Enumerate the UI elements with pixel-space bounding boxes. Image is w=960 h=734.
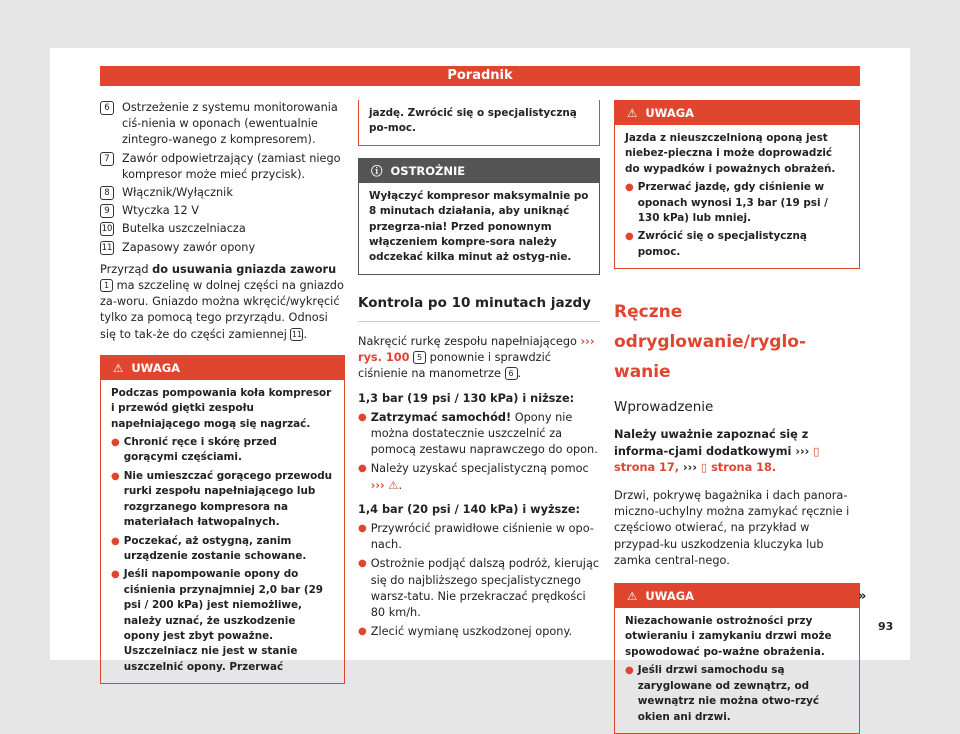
- caution-header: ⓘ OSTROŻNIE: [359, 159, 599, 183]
- page-header: Poradnik: [100, 66, 860, 86]
- warning-box-2: [614, 100, 860, 269]
- bullet: [625, 180, 849, 226]
- caution-box: [358, 158, 600, 275]
- legend-text: Ostrzeżenie z systemu monitorowania ciś-nienia w oponach (ewentualnie zintegro-wanego z kompresorem).: [122, 101, 338, 147]
- legend-number: 8: [100, 186, 114, 200]
- callout-1: 1: [100, 279, 113, 292]
- caution-text: Wyłączyć kompresor maksymalnie po 8 minutach działania, aby uniknąć przegrza-nia! Przed ponownym włączeniem kompre-sora należy odczekać kilka minut aż ostyg-nie.: [369, 189, 589, 264]
- check-paragraph: Nakręcić rurkę zespołu napełniającego ››› rys. 100 5 ponownie i sprawdzić ciśnienie na manometrze 6 .: [358, 335, 595, 381]
- bullet-text: Poczekać, aż ostygną, zanim urządzenie zostanie schowane.: [123, 534, 307, 562]
- chapter-title: Ręczne odryglowanie/ryglo-wanie: [614, 302, 807, 383]
- callout-6: 6: [505, 367, 518, 380]
- legend-text: Butelka uszczelniacza: [122, 222, 246, 236]
- book-icon: ▯: [700, 460, 708, 474]
- bullet-dot: ●: [111, 535, 120, 547]
- intro-paragraph: Drzwi, pokrywę bagażnika i dach panora-miczno-uchylny można zamykać ręcznie i częściowo otwierać, na przykład w przypad-ku uszkodzenia kluczyka lub zamka central-nego.: [614, 489, 850, 567]
- bullet: ● Zlecić wymianę uszkodzonej opony.: [358, 625, 573, 639]
- warning-intro: Jazda z nieuszczelnioną oponą jest niebez-pieczna i może doprowadzić do wypadków i poważnych obrażeń.: [625, 132, 836, 175]
- section-heading: Kontrola po 10 minutach jazdy: [358, 295, 600, 322]
- column-2: [358, 100, 600, 641]
- bullet-text: Nie umieszczać gorącego przewodu rurki zespołu napełniającego lub rozgrzanego kompresora na materiałach łatwopalnych.: [123, 469, 333, 529]
- bullet: [111, 534, 334, 565]
- reference-note: Należy uważnie zapoznać się z informa-cjami dodatkowymi ››› ▯ strona 17, ››› ▯ strona 18.: [614, 428, 820, 474]
- warning-continuation: jazdę. Zwrócić się o specjalistyczną po-moc.: [369, 107, 577, 135]
- warning-header: ⚠ UWAGA: [615, 101, 859, 125]
- legend-list: [100, 100, 345, 256]
- warning-box-continued: [358, 100, 600, 146]
- bullet: ● Zatrzymać samochód! Opony nie można dostatecznie uszczelnić za pomocą zestawu naprawczego do opon.: [358, 410, 598, 457]
- bullet: ● Ostrożnie podjąć dalszą podróż, kierując się do najbliższego specjalistycznego warsz-tatu. Nie przekraczać prędkości 80 km/h.: [358, 557, 600, 620]
- legend-item: [100, 185, 345, 201]
- bullet: [111, 469, 334, 531]
- bullet-dot: ●: [625, 665, 634, 677]
- bullet-dot: ●: [625, 182, 634, 194]
- bullet: ● Przywrócić prawidłowe ciśnienie w opo-nach.: [358, 522, 594, 552]
- bullet-text: Chronić ręce i skórę przed gorącymi częściami.: [123, 436, 277, 464]
- warning-triangle-icon: ⚠: [388, 478, 399, 492]
- tool-paragraph: Przyrząd do usuwania gniazda zaworu 1 ma szczelinę w dolnej części na gniazdo za-woru. Gniazdo można wkręcić/wykręcić tylko za pomocą tego przyrządu. Odnosi się to tak-że do części zamiennej 11.: [100, 262, 344, 341]
- column-3: [614, 100, 860, 734]
- legend-number: 6: [100, 101, 114, 115]
- warning-header: ⚠ UWAGA: [101, 356, 344, 380]
- warning-intro: Podczas pompowania koła kompresor i przewód giętki zespołu napełniającego mogą się nagrzać.: [111, 386, 332, 430]
- legend-number: 10: [101, 224, 113, 235]
- pressure-low-heading: 1,3 bar (19 psi / 130 kPa) i niższe:: [358, 391, 575, 405]
- legend-text: Zawór odpowietrzający (zamiast niego kompresor może mieć przycisk).: [122, 151, 341, 181]
- bullet-dot: ●: [111, 569, 120, 581]
- bullet: ● Należy uzyskać specjalistyczną pomoc ››› ⚠.: [358, 462, 589, 492]
- legend-text: Wtyczka 12 V: [122, 204, 199, 218]
- legend-item: [100, 100, 345, 149]
- warning-triangle-icon: ⚠: [627, 106, 638, 120]
- legend-number: 11: [101, 242, 113, 253]
- bullet-text: Przerwać jazdę, gdy ciśnienie w oponach wynosi 1,3 bar (19 psi / 130 kPa) lub mniej.: [637, 181, 828, 225]
- warning-intro: Niezachowanie ostrożności przy otwieraniu i zamykaniu drzwi może spowodować po-ważne obrażenia.: [625, 615, 832, 658]
- warning-box-3: [614, 583, 860, 734]
- bullet-dot: ●: [111, 437, 120, 449]
- page-number: 93: [878, 620, 894, 633]
- bullet-dot: ●: [111, 470, 120, 482]
- legend-item: [100, 203, 345, 219]
- warning-link[interactable]: ›››: [370, 478, 385, 492]
- warning-header: ⚠ UWAGA: [615, 584, 859, 608]
- warning-triangle-icon: ⚠: [627, 589, 638, 604]
- bullet: [111, 435, 334, 466]
- info-icon: ⓘ: [371, 163, 383, 178]
- bullet: [111, 567, 334, 675]
- callout-11: 11: [291, 329, 303, 339]
- figure-link[interactable]: ››› rys. 100: [358, 335, 595, 365]
- warning-triangle-icon: ⚠: [113, 360, 124, 375]
- legend-number: 9: [100, 204, 114, 218]
- pressure-ok-heading: 1,4 bar (20 psi / 140 kPa) i wyższe:: [358, 502, 581, 516]
- column-1: [100, 100, 345, 684]
- warning-box-1: [100, 355, 345, 684]
- bullet-text: Jeśli napompowanie opony do ciśnienia przynajmniej 2,0 bar (29 psi / 200 kPa) jest niemożliwe, należy uznać, że uszkodzenie opony jest zbyt poważne. Uszczelniacz nie jest w stanie uszczelnić opony. Przerwać: [123, 568, 324, 673]
- page-link-17[interactable]: strona 17,: [614, 460, 680, 474]
- bullet-text: Jeśli drzwi samochodu są zaryglowane od zewnątrz, od wewnątrz nie można otwo-rzyć okien ani drzwi.: [637, 664, 820, 723]
- legend-text: Włącznik/Wyłącznik: [122, 186, 233, 200]
- bullet: [625, 229, 849, 260]
- legend-item: [100, 240, 345, 256]
- callout-5: 5: [413, 351, 426, 364]
- book-icon: ▯: [813, 444, 820, 458]
- legend-item: [100, 221, 345, 237]
- continue-arrow: »: [858, 589, 867, 604]
- bullet-text: Zwrócić się o specjalistyczną pomoc.: [637, 230, 807, 258]
- bullet-dot: ●: [625, 231, 634, 243]
- page-link-18[interactable]: strona 18.: [711, 460, 777, 474]
- bullet: [625, 663, 849, 725]
- legend-number: 7: [100, 152, 114, 166]
- legend-item: [100, 151, 345, 183]
- legend-text: Zapasowy zawór opony: [122, 240, 256, 254]
- subsection-title: Wprowadzenie: [614, 399, 714, 416]
